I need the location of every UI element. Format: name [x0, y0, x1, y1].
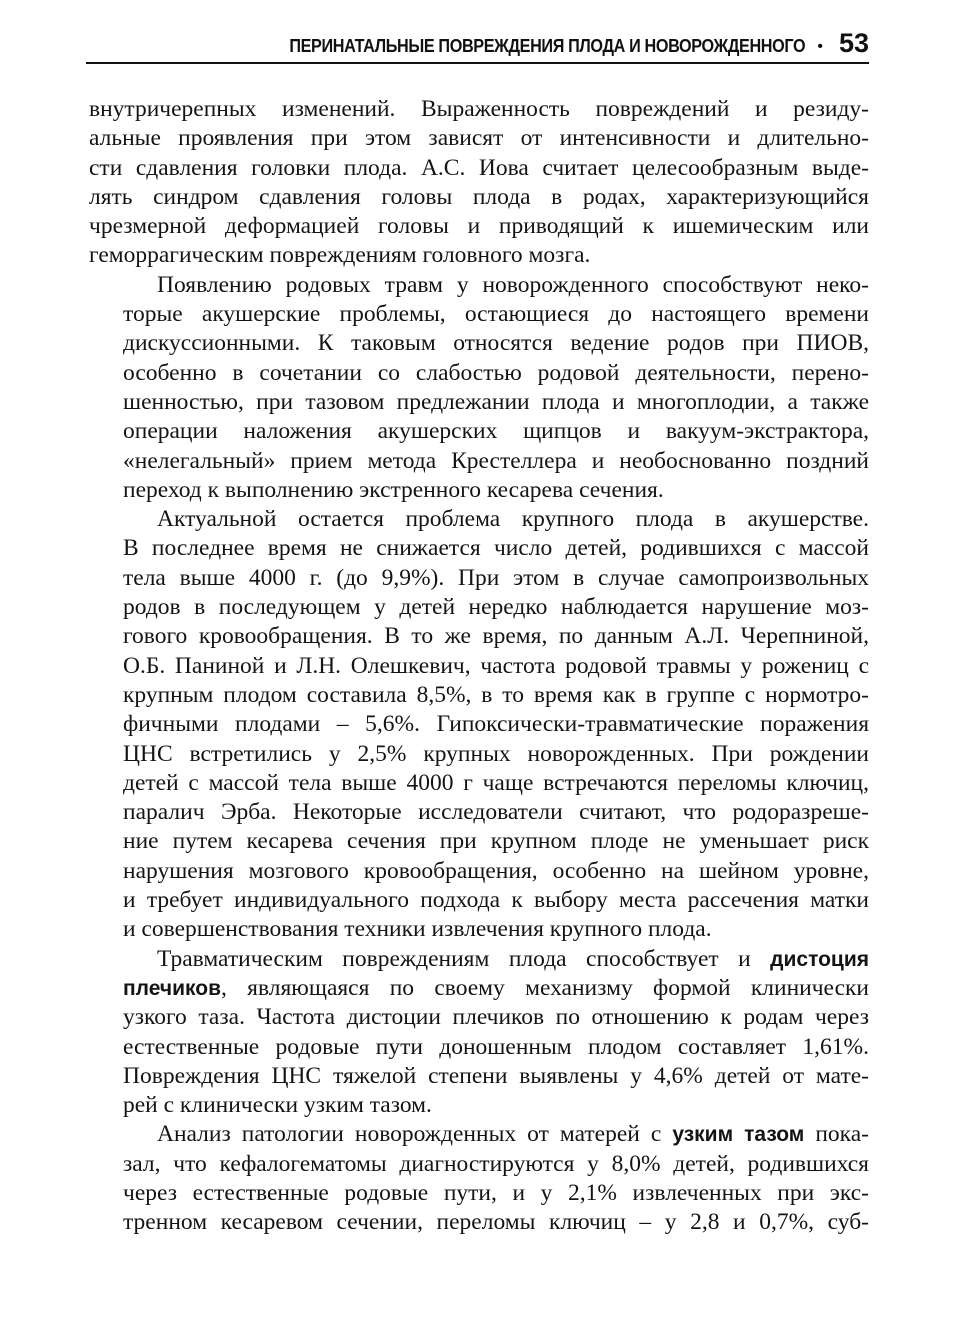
text-line: детей с массой тела выше 4000 г чаще встречаются переломы ключиц, — [123, 769, 869, 796]
text-line: ние путем кесарева сечения при крупном плоде не уменьшает риск — [123, 828, 869, 855]
text-line: дискуссионными. К таковым относятся ведение родов при ПИОВ, — [123, 330, 869, 357]
running-head — [86, 28, 869, 64]
text-line: через естественные родовые пути, и у 2,1% извлеченных при экс- — [123, 1179, 869, 1206]
text-line: внутричерепных изменений. Выраженность повреждений и резиду- — [89, 96, 869, 122]
text-line: рей с клинически узким тазом. — [123, 1092, 432, 1119]
text-line: Появлению родовых травм у новорожденного способствуют неко- — [157, 271, 869, 298]
text-line: тренном кесаревом сечении, переломы ключиц – у 2,8 и 0,7%, суб- — [123, 1209, 869, 1236]
text-run: , являющаяся по своему механизму формой клинически — [220, 974, 869, 1001]
paragraph-2 — [89, 271, 869, 505]
text-line: альные проявления при этом зависят от интенсивности и длительно- — [89, 125, 869, 152]
body-text — [89, 95, 869, 1238]
text-line: родов в последующем у детей нередко наблюдается нарушение моз- — [123, 594, 869, 621]
text-line: О.Б. Паниной и Л.Н. Олешкевич, частота родовой травмы у рожениц с — [123, 652, 869, 679]
paragraph-5 — [89, 1120, 869, 1237]
text-line: ЦНС встретились у 2,5% крупных новорожденных. При рождении — [123, 740, 869, 767]
paragraph-4 — [89, 945, 869, 1121]
text-run: Анализ патологии новорожденных от матерей с — [157, 1121, 673, 1148]
page-number: 53 — [838, 28, 869, 58]
text-line — [89, 1120, 869, 1149]
text-line: тела выше 4000 г. (до 9,9%). При этом в случае самопроизвольных — [123, 564, 869, 591]
term-narrow-pelvis: узким тазом — [672, 1123, 805, 1147]
text-line: и требует индивидуального подхода к выбору места рассечения матки — [123, 887, 869, 914]
text-line: торые акушерские проблемы, остающиеся до настоящего времени — [123, 301, 869, 328]
term-shoulder-dystocia-cont: плечиков — [123, 976, 221, 1000]
running-head-title: ПЕРИНАТАЛЬНЫЕ ПОВРЕЖДЕНИЯ ПЛОДА И НОВОРОЖДЕННОГО — [289, 36, 805, 56]
text-line: зал, что кефалогематомы диагностируются у 8,0% детей, родившихся — [123, 1150, 869, 1177]
text-line: В последнее время не снижается число детей, родившихся с массой — [123, 535, 869, 562]
paragraph-3 — [89, 505, 869, 944]
text-line: особенно в сочетании со слабостью родовой деятельности, перено- — [123, 359, 869, 386]
paragraph-1 — [89, 95, 869, 271]
running-head-bullet: • — [817, 38, 823, 55]
text-line: сти сдавления головки плода. А.С. Иова считает целесообразным выде- — [89, 154, 869, 181]
text-line: и совершенствования техники извлечения крупного плода. — [123, 916, 712, 943]
text-line: нарушения мозгового кровообращения, особенно на шейном уровне, — [123, 857, 869, 884]
text-line: гового кровообращения. В то же время, по данным А.Л. Черепниной, — [123, 623, 869, 650]
text-line: крупным плодом составила 8,5%, в то время как в группе с нормотро- — [123, 681, 869, 708]
text-line: переход к выполнению экстренного кесарева сечения. — [123, 476, 664, 503]
term-shoulder-dystocia: дистоция — [770, 947, 869, 971]
text-line: операции наложения акушерских щипцов и вакуум-экстрактора, — [123, 418, 869, 445]
text-line: Актуальной остается проблема крупного плода в акушерстве. — [157, 506, 869, 533]
text-line: Повреждения ЦНС тяжелой степени выявлены у 4,6% детей от мате- — [123, 1062, 869, 1089]
text-run: Травматическим повреждениям плода способствует и — [157, 945, 771, 972]
text-line: геморрагическим повреждениям головного мозга. — [89, 242, 591, 269]
text-run: пока- — [804, 1121, 869, 1148]
text-line: шенностью, при тазовом предлежании плода и многоплодии, а также — [123, 388, 869, 415]
text-line: лять синдром сдавления головы плода в родах, характеризующийся — [89, 183, 869, 210]
text-line — [89, 945, 869, 974]
text-line: узкого таза. Частота дистоции плечиков по отношению к родам через — [123, 1004, 869, 1031]
text-line: «нелегальный» прием метода Крестеллера и необоснованно поздний — [123, 447, 869, 474]
text-line: фичными плодами – 5,6%. Гипоксически-травматические поражения — [123, 711, 869, 738]
text-line: паралич Эрба. Некоторые исследователи считают, что родоразреше- — [123, 799, 869, 826]
text-line — [89, 974, 869, 1003]
text-line: чрезмерной деформацией головы и приводящий к ишемическим или — [89, 213, 869, 240]
text-line: естественные родовые пути доношенным плодом составляет 1,61%. — [123, 1033, 869, 1060]
